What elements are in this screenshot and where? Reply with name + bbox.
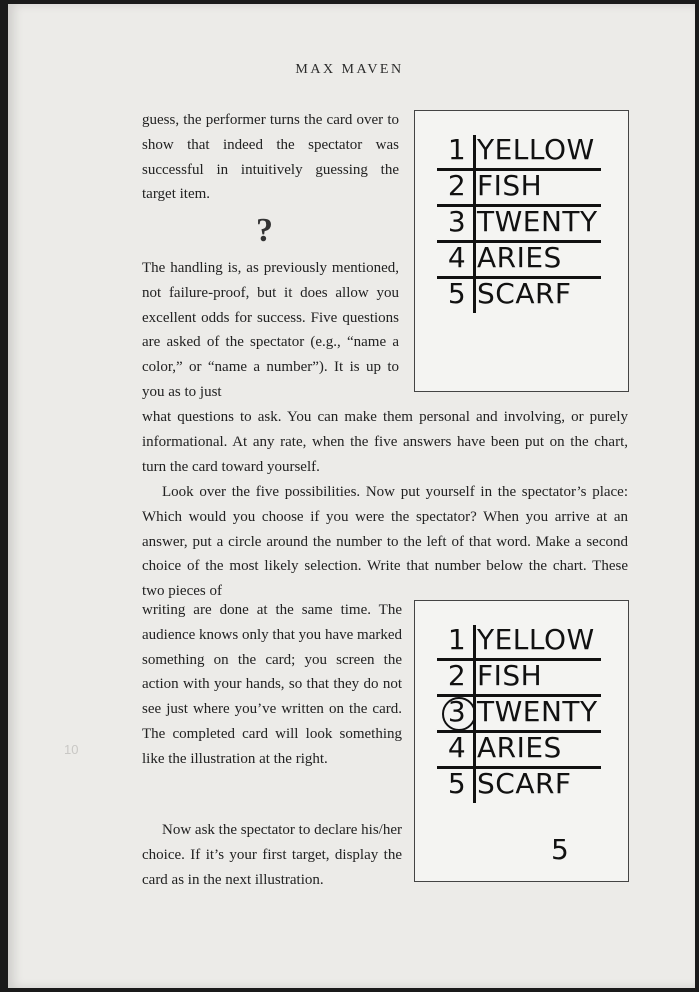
row-word: SCARF <box>477 767 572 800</box>
running-header: MAX MAVEN <box>295 62 404 77</box>
row-word: ARIES <box>477 241 562 274</box>
paragraph-2a: The handling is, as previously mentioned, not failure-proof, but it does allow you excellent odds for success. Five questions are asked of the spectator (e.g., “name a color,” or “name a number”). It is up to you as to just <box>142 260 399 400</box>
paragraph-2b: what questions to ask. You can make them personal and involving, or purely informational. At any rate, when the five answers have been put on the chart, turn the card toward yourself. <box>142 409 628 475</box>
row-word: ARIES <box>477 731 562 764</box>
row-number: 3 <box>447 695 467 728</box>
row-number: 2 <box>447 659 467 692</box>
row-word: YELLOW <box>477 133 595 166</box>
card-illustration-1 <box>414 110 629 392</box>
row-number: 2 <box>447 169 467 202</box>
second-choice-number: 5 <box>551 833 569 866</box>
row-number: 3 <box>447 205 467 238</box>
row-word: TWENTY <box>477 205 598 238</box>
row-word: FISH <box>477 659 543 692</box>
card-illustration-2 <box>414 600 629 882</box>
paragraph-1: guess, the performer turns the card over to show that indeed the spectator was successful in intuitively guessing the target item. <box>142 112 399 203</box>
row-number: 5 <box>447 767 467 800</box>
row-word: TWENTY <box>477 695 598 728</box>
row-word: SCARF <box>477 277 572 310</box>
row-number: 1 <box>447 133 467 166</box>
page-number-bleed: 10 <box>64 742 79 757</box>
row-word: YELLOW <box>477 623 595 656</box>
row-number: 4 <box>447 241 467 274</box>
question-mark-ornament: ? <box>256 212 273 249</box>
paragraph-3: Look over the five possibilities. Now put yourself in the spectator’s place: Which would you choose if you were the spectator? When you arrive at an answer, put a circle around the number to the left of that word. Make a second choice of the most likely selection. Write that number below the chart. These two pieces of <box>142 484 628 600</box>
row-number: 1 <box>447 623 467 656</box>
paragraph-4: writing are done at the same time. The audience knows only that you have marked something on the card; you screen the action with your hands, so that they do not see just where you’ve written on the card. The completed card will look something like the illustration at the right. <box>142 602 402 767</box>
row-word: FISH <box>477 169 543 202</box>
paragraph-5: Now ask the spectator to declare his/her choice. If it’s your first target, display the card as in the next illustration. <box>142 822 402 888</box>
row-number: 5 <box>447 277 467 310</box>
row-number: 4 <box>447 731 467 764</box>
